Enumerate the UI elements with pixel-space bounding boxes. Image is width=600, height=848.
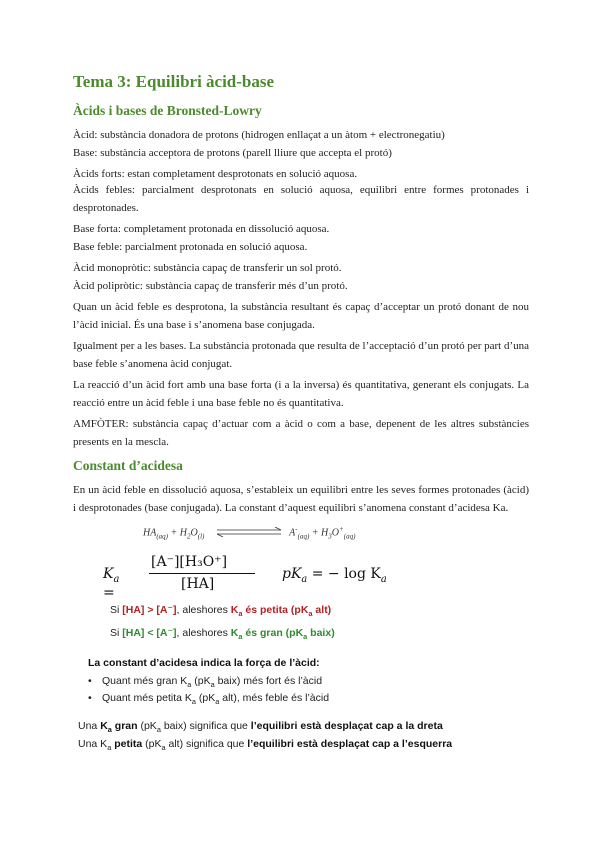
strong-acids-text: Àcids forts: estan completament desprotonats en solució aquosa.: [73, 168, 358, 180]
paragraph-bases: [73, 221, 529, 256]
fraction-bar: [149, 573, 255, 574]
section-heading-acidity-constant: Constant d’acidesa: [73, 458, 183, 473]
paragraph-amphoter: AMFÒTER: substància capaç d’actuar com a àcid o com a base, depenent de les altres substàncies presents en la mescla.: [73, 418, 529, 448]
condition-weak-acid: Si [HA] > [A⁻], aleshores $K_a$ és petita ($pK_a$ alt): [110, 604, 332, 619]
paragraph-strong-acids: [73, 166, 529, 184]
weak-base-text: Base feble: parcialment protonada en solució aquosa.: [73, 240, 308, 253]
page-title: Tema 3: Equilibri àcid-base: [73, 72, 275, 91]
base-definition: Base: substància acceptora de protons (parell lliure que accepta el protó): [73, 146, 392, 159]
strong-base-text: Base forta: completament protonada en dissolució aquosa.: [73, 223, 330, 235]
paragraph-acidity-constant: En un àcid feble en dissolució aquosa, s’estableix un equilibri entre les seves formes protonades (àcid) i desprotonades (base conjugada). La constant d’aquest equilibri s’anomena constant d’acidesa Ka.: [73, 484, 529, 514]
paragraph-conjugate-acid: Igualment per a les bases. La substància protonada que resulta de l’acceptació d’un protó per part d’una base feble s’anomena àcid conjugat.: [73, 340, 530, 370]
reaction-equation: $HA_{(aq)} + H_2O_{(l)}$ $A^-_{(aq)} + H_3O^+_{(aq)}$: [143, 525, 356, 541]
note-large-ka: Una $K_a$ gran ($pK_a$ baix) significa que l’equilibri està desplaçat cap a la dreta: [78, 720, 443, 735]
list-item: • Quant més gran $K_a$ ($pK_a$ baix) més fort és l’àcid: [88, 675, 323, 690]
note-small-ka: Una $K_a$ petita ($pK_a$ alt) significa que l’equilibri està desplaçat cap a l’esquerra: [78, 738, 453, 753]
strength-box-title: La constant d’acidesa indica la força de l’àcid:: [88, 657, 320, 669]
condition-strong-acid: Si [HA] < [A⁻], aleshores $K_a$ és gran ($pK_a$ baix): [110, 627, 335, 642]
document-page: Tema 3: Equilibri àcid-base Àcids i bases de Bronsted-Lowry Àcid: substància donadora de protons (hidrogen enllaçat a un àtom + electronegatiu) Base: substància acceptora de protons (parell lliure que accepta el protó) Àcids forts: estan completament desprotonats en solució aquosa. Àcids febles: parcialment desprotonats en solució aquosa, equilibri entre formes protonades i desprotonades. Base forta: completament protonada en dissolució aquosa. Base feble: parcialment protonada en solució aquosa. Àcid monopròtic: substància capaç de transferir un sol protó. Àcid polipròtic: substància capaç de transferir més d’un protó. Quan un àcid feble es desprotona, la substància resultant és capaç d’acceptar un protó donant de nou l’àcid inicial. És una base i s’anomena base conjugada. Igualment per a les bases. La substància protonada que resulta de l’acceptació d’un protó per part d’una base feble s’anomena àcid conjugat. La reacció d’un àcid fort amb una base forta (i a la inversa) és quantitativa, generant els conjugats. La reacció entre un àcid feble i una base feble no és quantitativa. AMFÒTER: substància capaç d’actuar com a àcid o com a base, depenent de les altres substàncies presents en la mescla. Constant d’acidesa En un àcid feble en dissolució aquosa, s’estableix un equilibri entre les seves formes protonades (àcid) i desprotonades (base conjugada). La constant d’aquest equilibri s’anomena constant d’acidesa Ka. $HA_{(aq)} + H_2O_{(l)}$ $A^-_{(aq)} + H_3O^+_{(aq)}$ $K_a$ = [A⁻][H₃O⁺] [HA] $pK_a$ = − $\log K_a$ Si [HA] > [A⁻], aleshores $K_a$ és petita ($pK_a$ alt) Si [HA] < [A⁻], aleshores $K_a$ és gran ($pK_a$ baix) La constant d’acidesa indica la força de l’àcid: • Quant més gran $K_a$ ($pK_a$ baix) més fort és l’àcid • Quant més petita $K_a$ ($pK_a$ alt), més feble és l’àcid Una $K_a$ gran ($pK_a$ baix) significa que l’equilibri està desplaçat cap a la dreta Una $K_a$ petita ($pK_a$ alt) significa que l’equilibri està desplaçat cap a l’esquerra: [73, 72, 530, 753]
list-item: • Quant més petita $K_a$ ($pK_a$ alt), més feble és l’àcid: [88, 692, 330, 707]
ka-denominator: [HA]: [181, 576, 215, 592]
ka-numerator: [A⁻][H₃O⁺]: [151, 554, 228, 570]
pka-formula: $pK_a$ = − $\log K_a$: [282, 566, 387, 585]
polyprotic-text: Àcid polipròtic: substància capaç de transferir més d’un protó.: [73, 279, 348, 292]
section-heading-bronsted: Àcids i bases de Bronsted-Lowry: [73, 103, 262, 118]
paragraph-quantitative: La reacció d’un àcid fort amb una base forta (i a la inversa) és quantitativa, generant els conjugats. La reacció entre un àcid feble i una base feble no és quantitativa.: [73, 379, 529, 409]
monoprotic-text: Àcid monopròtic: substància capaç de transferir un sol protó.: [73, 262, 342, 274]
paragraph-protic: [73, 260, 529, 295]
paragraph-acid-base-def: [73, 127, 529, 162]
equilibrium-arrow-icon: [215, 527, 283, 537]
paragraph-weak-acids: [73, 182, 529, 217]
weak-acids-text: Àcids febles: parcialment desprotonats en solució aquosa, equilibri entre formes protonades i desprotonades.: [73, 184, 529, 214]
acid-definition: Àcid: substància donadora de protons (hidrogen enllaçat a un àtom + electronegatiu): [73, 129, 445, 141]
paragraph-conjugate-base: Quan un àcid feble es desprotona, la substància resultant és capaç d’acceptar un protó donant de nou l’àcid inicial. És una base i s’anomena base conjugada.: [73, 301, 529, 331]
